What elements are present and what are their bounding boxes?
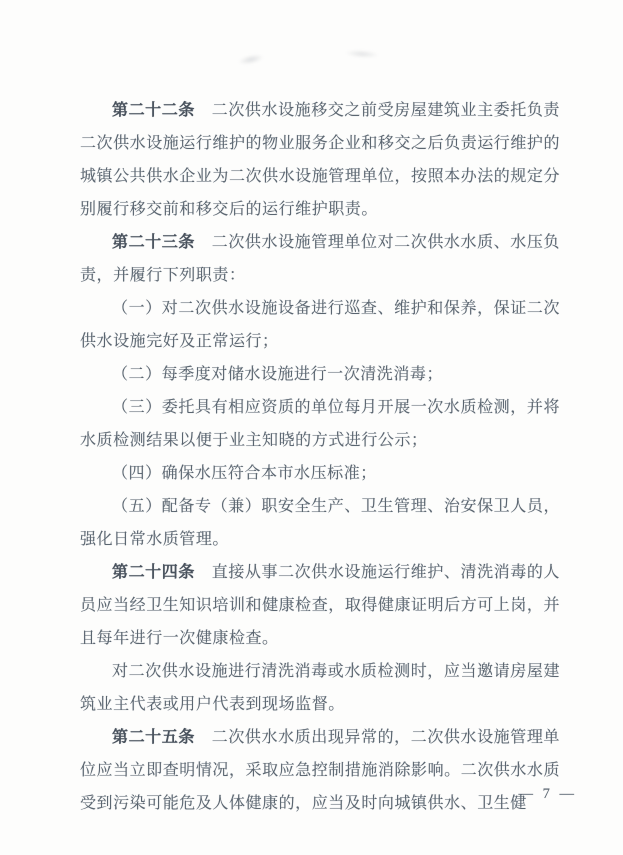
paragraph-text: （一）对二次供水设施设备进行巡查、维护和保养，保证二次供水设施完好及正常运行； [80, 300, 560, 350]
paragraph-item-3 [80, 391, 560, 457]
paragraph-article-23 [80, 226, 560, 292]
paragraph-article-24-cont [80, 655, 560, 721]
paragraph-article-25 [80, 721, 560, 820]
paragraph-text: 二次供水设施移交之前受房屋建筑业主委托负责二次供水设施运行维护的物业服务企业和移交之后负责运行维护的城镇公共供水企业为二次供水设施管理单位，按照本办法的规定分别履行移交前和移交后的运行维护职责。 [80, 102, 560, 218]
paragraph-item-4 [80, 457, 560, 490]
paragraph-text: 对二次供水设施进行清洗消毒或水质检测时，应当邀请房屋建筑业主代表或用户代表到现场监督。 [80, 663, 560, 713]
paragraph-text: 二次供水设施管理单位对二次供水水质、水压负责，并履行下列职责： [80, 234, 560, 284]
scan-smudge [345, 49, 379, 59]
article-number: 第二十三条 [112, 234, 195, 251]
page-number: — 7 — [518, 786, 577, 802]
paragraph-text: 直接从事二次供水设施运行维护、清洗消毒的人员应当经卫生知识培训和健康检查，取得健康证明后方可上岗，并且每年进行一次健康检查。 [80, 564, 560, 647]
article-number: 第二十二条 [112, 102, 195, 119]
paragraph-item-1 [80, 292, 560, 358]
paragraph-text: （四）确保水压符合本市水压标准； [112, 465, 377, 482]
article-number: 第二十四条 [112, 564, 195, 581]
scan-smudge [237, 52, 264, 66]
paragraph-text: （五）配备专（兼）职安全生产、卫生管理、治安保卫人员，强化日常水质管理。 [80, 498, 560, 548]
paragraph-item-5 [80, 490, 560, 556]
article-number: 第二十五条 [112, 729, 195, 746]
paragraph-text: （二）每季度对储水设施进行一次清洗消毒； [112, 366, 444, 383]
paragraph-text: 二次供水水质出现异常的，二次供水设施管理单位应当立即查明情况，采取应急控制措施消除影响。二次供水水质受到污染可能危及人体健康的，应当及时向城镇供水、卫生健 [80, 729, 560, 812]
paragraph-text: （三）委托具有相应资质的单位每月开展一次水质检测，并将水质检测结果以便于业主知晓的方式进行公示； [80, 399, 560, 449]
paragraph-item-2 [80, 358, 560, 391]
document-body [80, 94, 560, 820]
paragraph-article-22 [80, 94, 560, 226]
paragraph-article-24 [80, 556, 560, 655]
